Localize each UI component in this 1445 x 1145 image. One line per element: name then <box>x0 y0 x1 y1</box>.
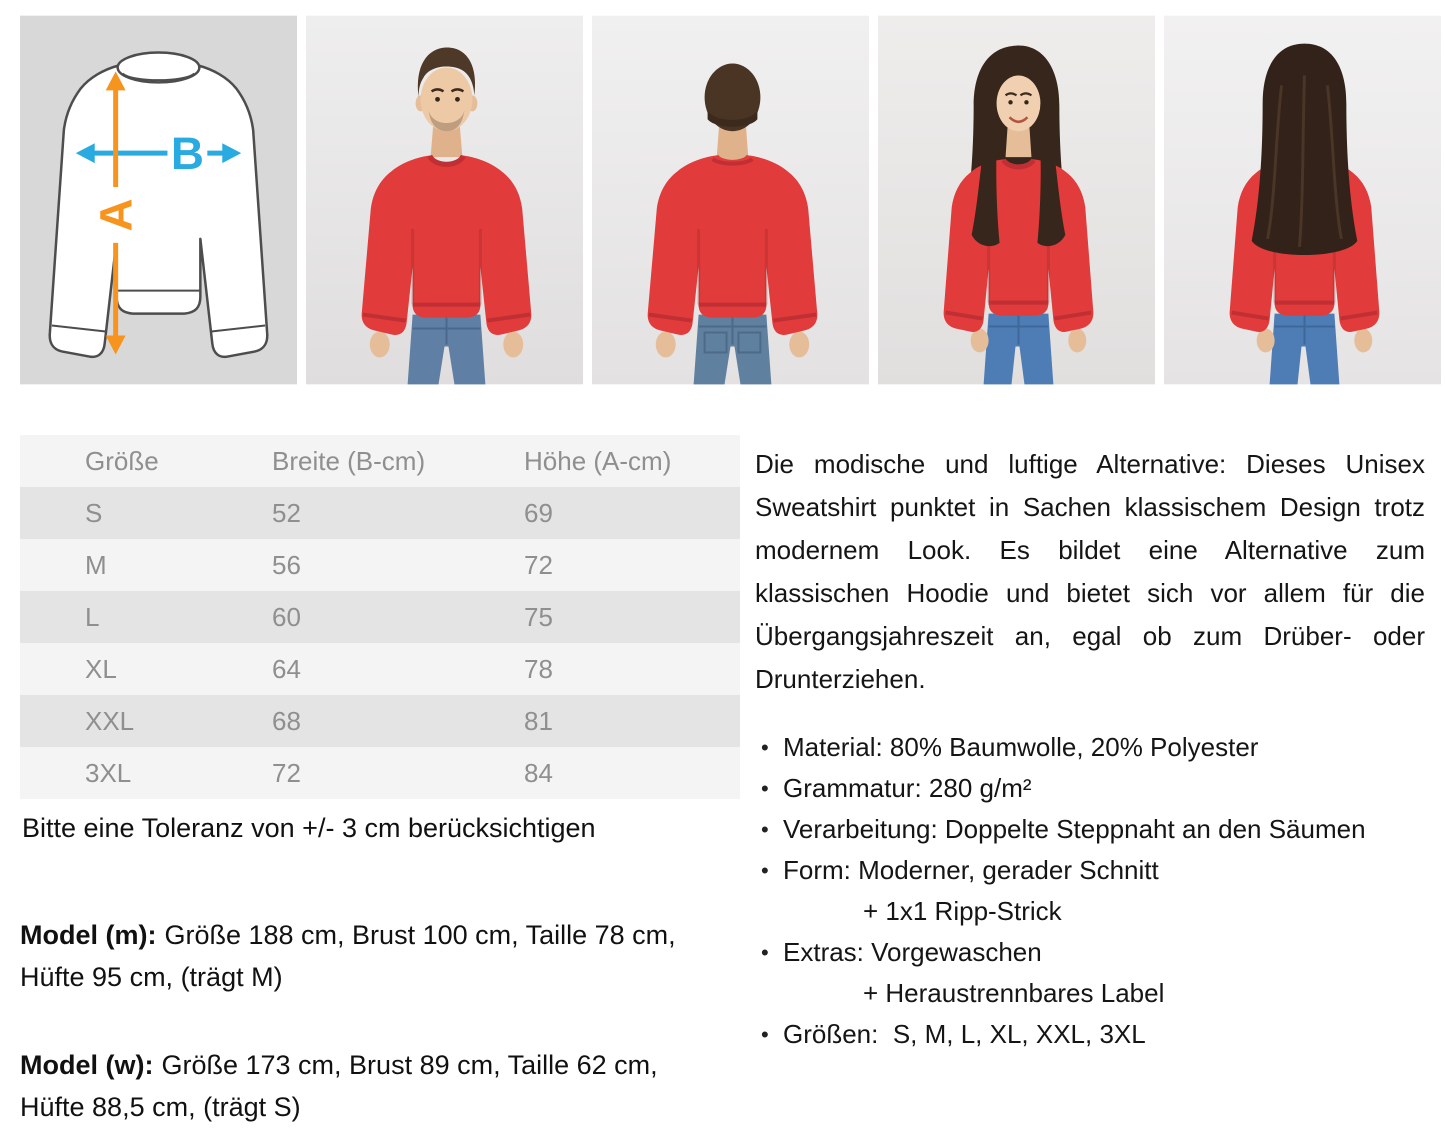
product-image-strip <box>0 0 1445 385</box>
spec-item-text: Form: Moderner, gerader Schnitt <box>783 855 1159 885</box>
size-chart-column <box>20 435 740 1128</box>
spec-item <box>783 850 1425 932</box>
spec-item <box>783 1014 1425 1055</box>
table-row <box>20 487 740 539</box>
spec-item <box>783 809 1425 850</box>
table-cell: XXL <box>85 705 135 736</box>
table-cell: S <box>85 497 103 528</box>
description-column <box>755 435 1425 1128</box>
col-header-height: Höhe (A-cm) <box>524 445 672 476</box>
table-cell: XL <box>85 653 117 684</box>
spec-item-text: Verarbeitung: Doppelte Steppnaht an den Säumen <box>783 814 1366 844</box>
table-cell: 3XL <box>85 757 132 788</box>
table-cell: 52 <box>272 497 301 528</box>
model-female-info <box>20 1044 720 1128</box>
col-header-size: Größe <box>85 445 159 476</box>
female-back-illustration <box>1164 15 1441 385</box>
table-cell: 69 <box>524 497 553 528</box>
table-cell: 56 <box>272 549 301 580</box>
table-cell: 78 <box>524 653 553 684</box>
product-description: Die modische und luftige Alternative: Dieses Unisex Sweatshirt punktet in Sachen klassischem Design trotz modernem Look. Es bildet eine Alternative zum klassischen Hoodie und bietet sich vor allem für die Übergangsjahreszeit an, egal ob zum Drüber- oder Drunterziehen. <box>755 449 1425 694</box>
col-header-width: Breite (B-cm) <box>272 445 426 476</box>
spec-item-subtext: + Heraustrennbares Label <box>863 978 1165 1008</box>
table-cell: 75 <box>524 601 553 632</box>
table-cell: 64 <box>272 653 301 684</box>
table-row <box>20 747 740 799</box>
male-front-illustration <box>306 15 583 385</box>
tolerance-note: Bitte eine Toleranz von +/- 3 cm berücksichtigen <box>22 813 596 843</box>
size-table-body <box>20 487 740 799</box>
female-front-illustration <box>878 15 1155 385</box>
table-cell: 84 <box>524 757 553 788</box>
model-male-label: Model (m): <box>20 920 157 950</box>
spec-item <box>783 768 1425 809</box>
spec-item-text: Material: 80% Baumwolle, 20% Polyester <box>783 732 1259 762</box>
model-female-text: Größe 173 cm, Brust 89 cm, Taille 62 cm, Hüfte 88,5 cm, (trägt S) <box>20 1050 658 1122</box>
photo-female-front <box>878 15 1155 385</box>
table-cell: M <box>85 549 107 580</box>
model-female-label: Model (w): <box>20 1050 154 1080</box>
label-a: A <box>90 198 142 232</box>
spec-item-text: Grammatur: 280 g/m² <box>783 773 1032 803</box>
product-info <box>0 435 1445 1128</box>
size-table-header-row <box>20 435 740 487</box>
sweatshirt-outline <box>50 65 268 356</box>
table-cell: 60 <box>272 601 301 632</box>
spec-item-text: Größen: S, M, L, XL, XXL, 3XL <box>783 1019 1146 1049</box>
table-cell: 72 <box>272 757 301 788</box>
table-cell: 68 <box>272 705 301 736</box>
model-male-text: Größe 188 cm, Brust 100 cm, Taille 78 cm, Hüfte 95 cm, (trägt M) <box>20 920 676 992</box>
label-b: B <box>170 128 204 180</box>
model-male-info <box>20 914 720 998</box>
spec-item-subtext: + 1x1 Ripp-Strick <box>863 896 1062 926</box>
table-cell: 81 <box>524 705 553 736</box>
spec-list <box>755 727 1425 1055</box>
spec-item <box>783 727 1425 768</box>
table-row <box>20 643 740 695</box>
table-row <box>20 591 740 643</box>
photo-male-front <box>306 15 583 385</box>
table-cell: L <box>85 601 100 632</box>
table-row <box>20 695 740 747</box>
table-row <box>20 539 740 591</box>
photo-male-back <box>592 15 869 385</box>
male-back-illustration <box>592 15 869 385</box>
size-table <box>20 435 740 799</box>
spec-item <box>783 932 1425 1014</box>
size-diagram-panel <box>20 15 297 385</box>
photo-female-back <box>1164 15 1441 385</box>
spec-item-text: Extras: Vorgewaschen <box>783 937 1042 967</box>
table-cell: 72 <box>524 549 553 580</box>
size-diagram <box>20 15 297 385</box>
